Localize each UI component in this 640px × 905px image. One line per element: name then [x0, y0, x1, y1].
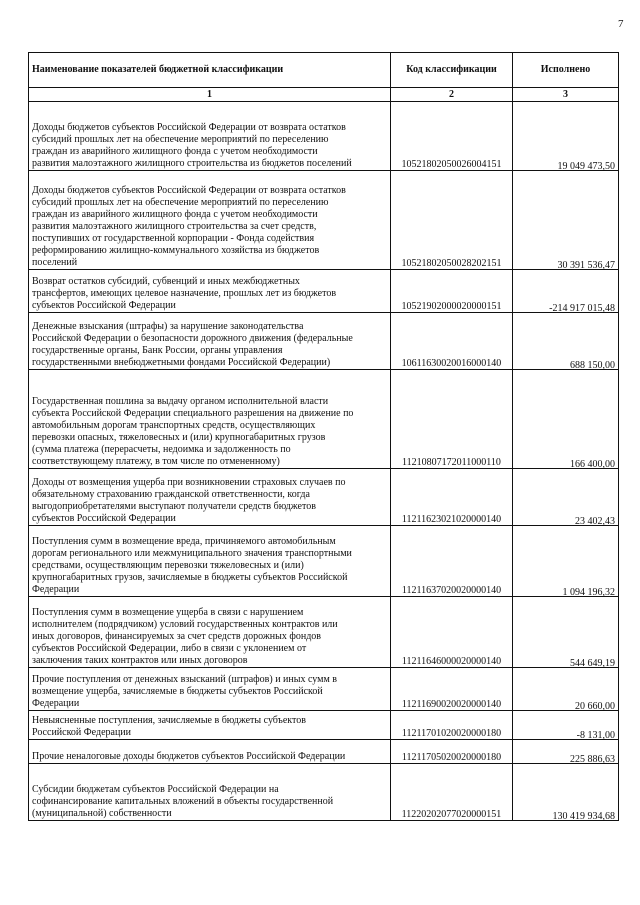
row-name-line: Доходы от возмещения ущерба при возникновении страховых случаев по	[32, 477, 346, 488]
row-executed-value: 166 400,00	[570, 459, 615, 470]
row-name-line: выгодоприобретателями выступают получатели средств бюджетов	[32, 501, 316, 512]
row-code	[391, 469, 513, 526]
row-name-line: Денежные взыскания (штрафы) за нарушение законодательства	[32, 321, 304, 332]
row-name	[29, 102, 391, 171]
row-name-line: Федерации	[32, 584, 80, 595]
row-name-line: софинансирование капитальных вложений в объекты государственной	[32, 796, 334, 807]
row-executed	[513, 469, 619, 526]
row-code-value: 10521802050026004151	[401, 159, 502, 170]
row-name-line: реформированию жилищно-коммунального хозяйства из бюджетов	[32, 245, 320, 256]
row-code	[391, 668, 513, 711]
row-name-line: перевозки опасных, тяжеловесных и (или) крупногабаритных грузов	[32, 432, 326, 443]
row-executed	[513, 711, 619, 740]
row-name-line: субсидий прошлых лет на обеспечение мероприятий по переселению	[32, 197, 329, 208]
row-code-value: 11211690020020000140	[401, 699, 502, 710]
row-code	[391, 270, 513, 313]
row-code	[391, 313, 513, 370]
table-row	[29, 668, 619, 711]
row-executed-value: 30 391 536,47	[557, 260, 615, 271]
row-name-line: Субсидии бюджетам субъектов Российской Федерации на	[32, 784, 279, 795]
row-name-line: поселений	[32, 257, 78, 268]
header-executed: Исполнено	[513, 53, 619, 88]
row-name	[29, 668, 391, 711]
row-name-line: граждан из аварийного жилищного фонда с учетом необходимости	[32, 146, 318, 157]
row-name	[29, 469, 391, 526]
row-code	[391, 526, 513, 597]
header-code: Код классификации	[391, 53, 513, 88]
row-name-line: субъектов Российской Федерации	[32, 300, 176, 311]
row-name-line: Российской Федерации о безопасности дорожного движения (федеральные	[32, 333, 353, 344]
row-name-line: Прочие поступления от денежных взысканий (штрафов) и иных сумм в	[32, 674, 338, 685]
row-name	[29, 171, 391, 270]
row-code-value: 11211705020020000180	[401, 752, 502, 763]
row-name-line: обязательному страхованию гражданской ответственности, когда	[32, 489, 310, 500]
row-code-value: 11211701020020000180	[401, 728, 502, 739]
row-name-line: Государственная пошлина за выдачу органом исполнительной власти	[32, 396, 329, 407]
row-code-value: 11220202077020000151	[401, 809, 502, 820]
row-name-line: (сумма платежа (перерасчеты, недоимка и задолженность по	[32, 444, 291, 455]
row-name-line: средствами, осуществляющим перевозки тяжеловесных и (или)	[32, 560, 304, 571]
row-executed	[513, 668, 619, 711]
row-name-line: Российской Федерации	[32, 727, 132, 738]
row-executed	[513, 313, 619, 370]
row-executed	[513, 740, 619, 764]
row-executed	[513, 764, 619, 821]
table-row	[29, 313, 619, 370]
row-name-line: субъектов Российской Федерации, либо в связи с уклонением от	[32, 643, 307, 654]
row-executed	[513, 270, 619, 313]
row-name-line: автомобильным дорогам транспортных средств, осуществляющих	[32, 420, 316, 431]
row-code	[391, 597, 513, 668]
row-name-line: субъектов Российской Федерации	[32, 513, 176, 524]
row-code	[391, 102, 513, 171]
row-name-line: крупногабаритных грузов, зачисляемые в бюджеты субъектов Российской	[32, 572, 348, 583]
row-name-line: развития малоэтажного жилищного строительства из бюджетов поселений	[32, 158, 352, 169]
row-executed-value: 688 150,00	[570, 360, 615, 371]
row-code	[391, 764, 513, 821]
row-executed	[513, 370, 619, 469]
row-name-line: иных договоров, финансируемых за счет средств дорожных фондов	[32, 631, 322, 642]
budget-table	[28, 52, 619, 821]
row-name-line: трансфертов, имеющих целевое назначение, прошлых лет из бюджетов	[32, 288, 337, 299]
row-name-line: Федерации	[32, 698, 80, 709]
row-name-line: субсидий прошлых лет на обеспечение мероприятий по переселению	[32, 134, 329, 145]
row-name-line: Доходы бюджетов субъектов Российской Федерации от возврата остатков	[32, 122, 346, 133]
row-name	[29, 370, 391, 469]
table-row	[29, 270, 619, 313]
row-name-line: граждан из аварийного жилищного фонда с учетом необходимости	[32, 209, 318, 220]
table-row	[29, 597, 619, 668]
row-executed	[513, 526, 619, 597]
row-code	[391, 711, 513, 740]
row-executed	[513, 597, 619, 668]
row-code-value: 11211623021020000140	[401, 514, 502, 525]
column-number: 3	[513, 88, 619, 102]
table-row	[29, 171, 619, 270]
row-executed-value: 1 094 196,32	[562, 587, 615, 598]
row-name-line: поступивших от государственной корпорации - Фонда содействия	[32, 233, 315, 244]
row-name-line: Возврат остатков субсидий, субвенций и иных межбюджетных	[32, 276, 300, 287]
row-name-line: Невыясненные поступления, зачисляемые в бюджеты субъектов	[32, 715, 306, 726]
row-name	[29, 711, 391, 740]
table-row	[29, 370, 619, 469]
table-row	[29, 740, 619, 764]
row-code	[391, 370, 513, 469]
row-name-line: Доходы бюджетов субъектов Российской Федерации от возврата остатков	[32, 185, 346, 196]
page-number: 7	[618, 18, 624, 30]
row-executed-value: -8 131,00	[576, 730, 615, 741]
table-row	[29, 711, 619, 740]
row-executed	[513, 102, 619, 171]
row-name	[29, 313, 391, 370]
row-name-line: государственные органы, Банк России, органы управления	[32, 345, 283, 356]
table-row	[29, 469, 619, 526]
row-name	[29, 764, 391, 821]
row-name-line: соответствующему платежу, в том числе по отмененному)	[32, 456, 280, 467]
row-name	[29, 597, 391, 668]
row-executed-value: 130 419 934,68	[552, 811, 615, 822]
table-row	[29, 764, 619, 821]
column-number-row	[29, 88, 619, 102]
row-executed	[513, 171, 619, 270]
row-name	[29, 740, 391, 764]
row-name-line: государственными внебюджетными фондами Российской Федерации)	[32, 357, 331, 368]
row-name-line: субъекта Российской Федерации специального разрешения на движение по	[32, 408, 354, 419]
row-name-line: исполнителем (подрядчиком) условий государственных контрактов или	[32, 619, 338, 630]
row-code	[391, 171, 513, 270]
row-code-value: 11210807172011000110	[402, 457, 501, 468]
row-name-line: дорогам регионального или межмуниципального значения транспортными	[32, 548, 352, 559]
table-row	[29, 526, 619, 597]
row-name-line: Прочие неналоговые доходы бюджетов субъектов Российской Федерации	[32, 751, 346, 762]
row-name-line: (муниципальной) собственности	[32, 808, 172, 819]
header-row	[29, 53, 619, 88]
row-name-line: возмещение ущерба, зачисляемые в бюджеты субъектов Российской	[32, 686, 323, 697]
row-code-value: 11211637020020000140	[401, 585, 502, 596]
table-row	[29, 102, 619, 171]
row-name-line: заключения таких контрактов или иных договоров	[32, 655, 248, 666]
row-code-value: 11211646000020000140	[401, 656, 502, 667]
row-name	[29, 270, 391, 313]
row-code-value: 10521902000020000151	[401, 301, 502, 312]
row-executed-value: 23 402,43	[575, 516, 615, 527]
column-number: 2	[391, 88, 513, 102]
row-executed-value: 544 649,19	[570, 658, 615, 669]
column-number: 1	[29, 88, 391, 102]
row-executed-value: 225 886,63	[570, 754, 615, 765]
row-executed-value: -214 917 015,48	[549, 303, 615, 314]
header-name: Наименование показателей бюджетной классификации	[29, 53, 391, 88]
row-name	[29, 526, 391, 597]
row-code-value: 10611630020016000140	[401, 358, 502, 369]
row-code	[391, 740, 513, 764]
row-executed-value: 20 660,00	[575, 701, 615, 712]
row-name-line: Поступления сумм в возмещение вреда, причиняемого автомобильным	[32, 536, 336, 547]
row-name-line: Поступления сумм в возмещение ущерба в связи с нарушением	[32, 607, 304, 618]
row-executed-value: 19 049 473,50	[557, 161, 615, 172]
row-code-value: 10521802050028202151	[401, 258, 502, 269]
row-name-line: развития малоэтажного жилищного строительства за счет средств,	[32, 221, 317, 232]
